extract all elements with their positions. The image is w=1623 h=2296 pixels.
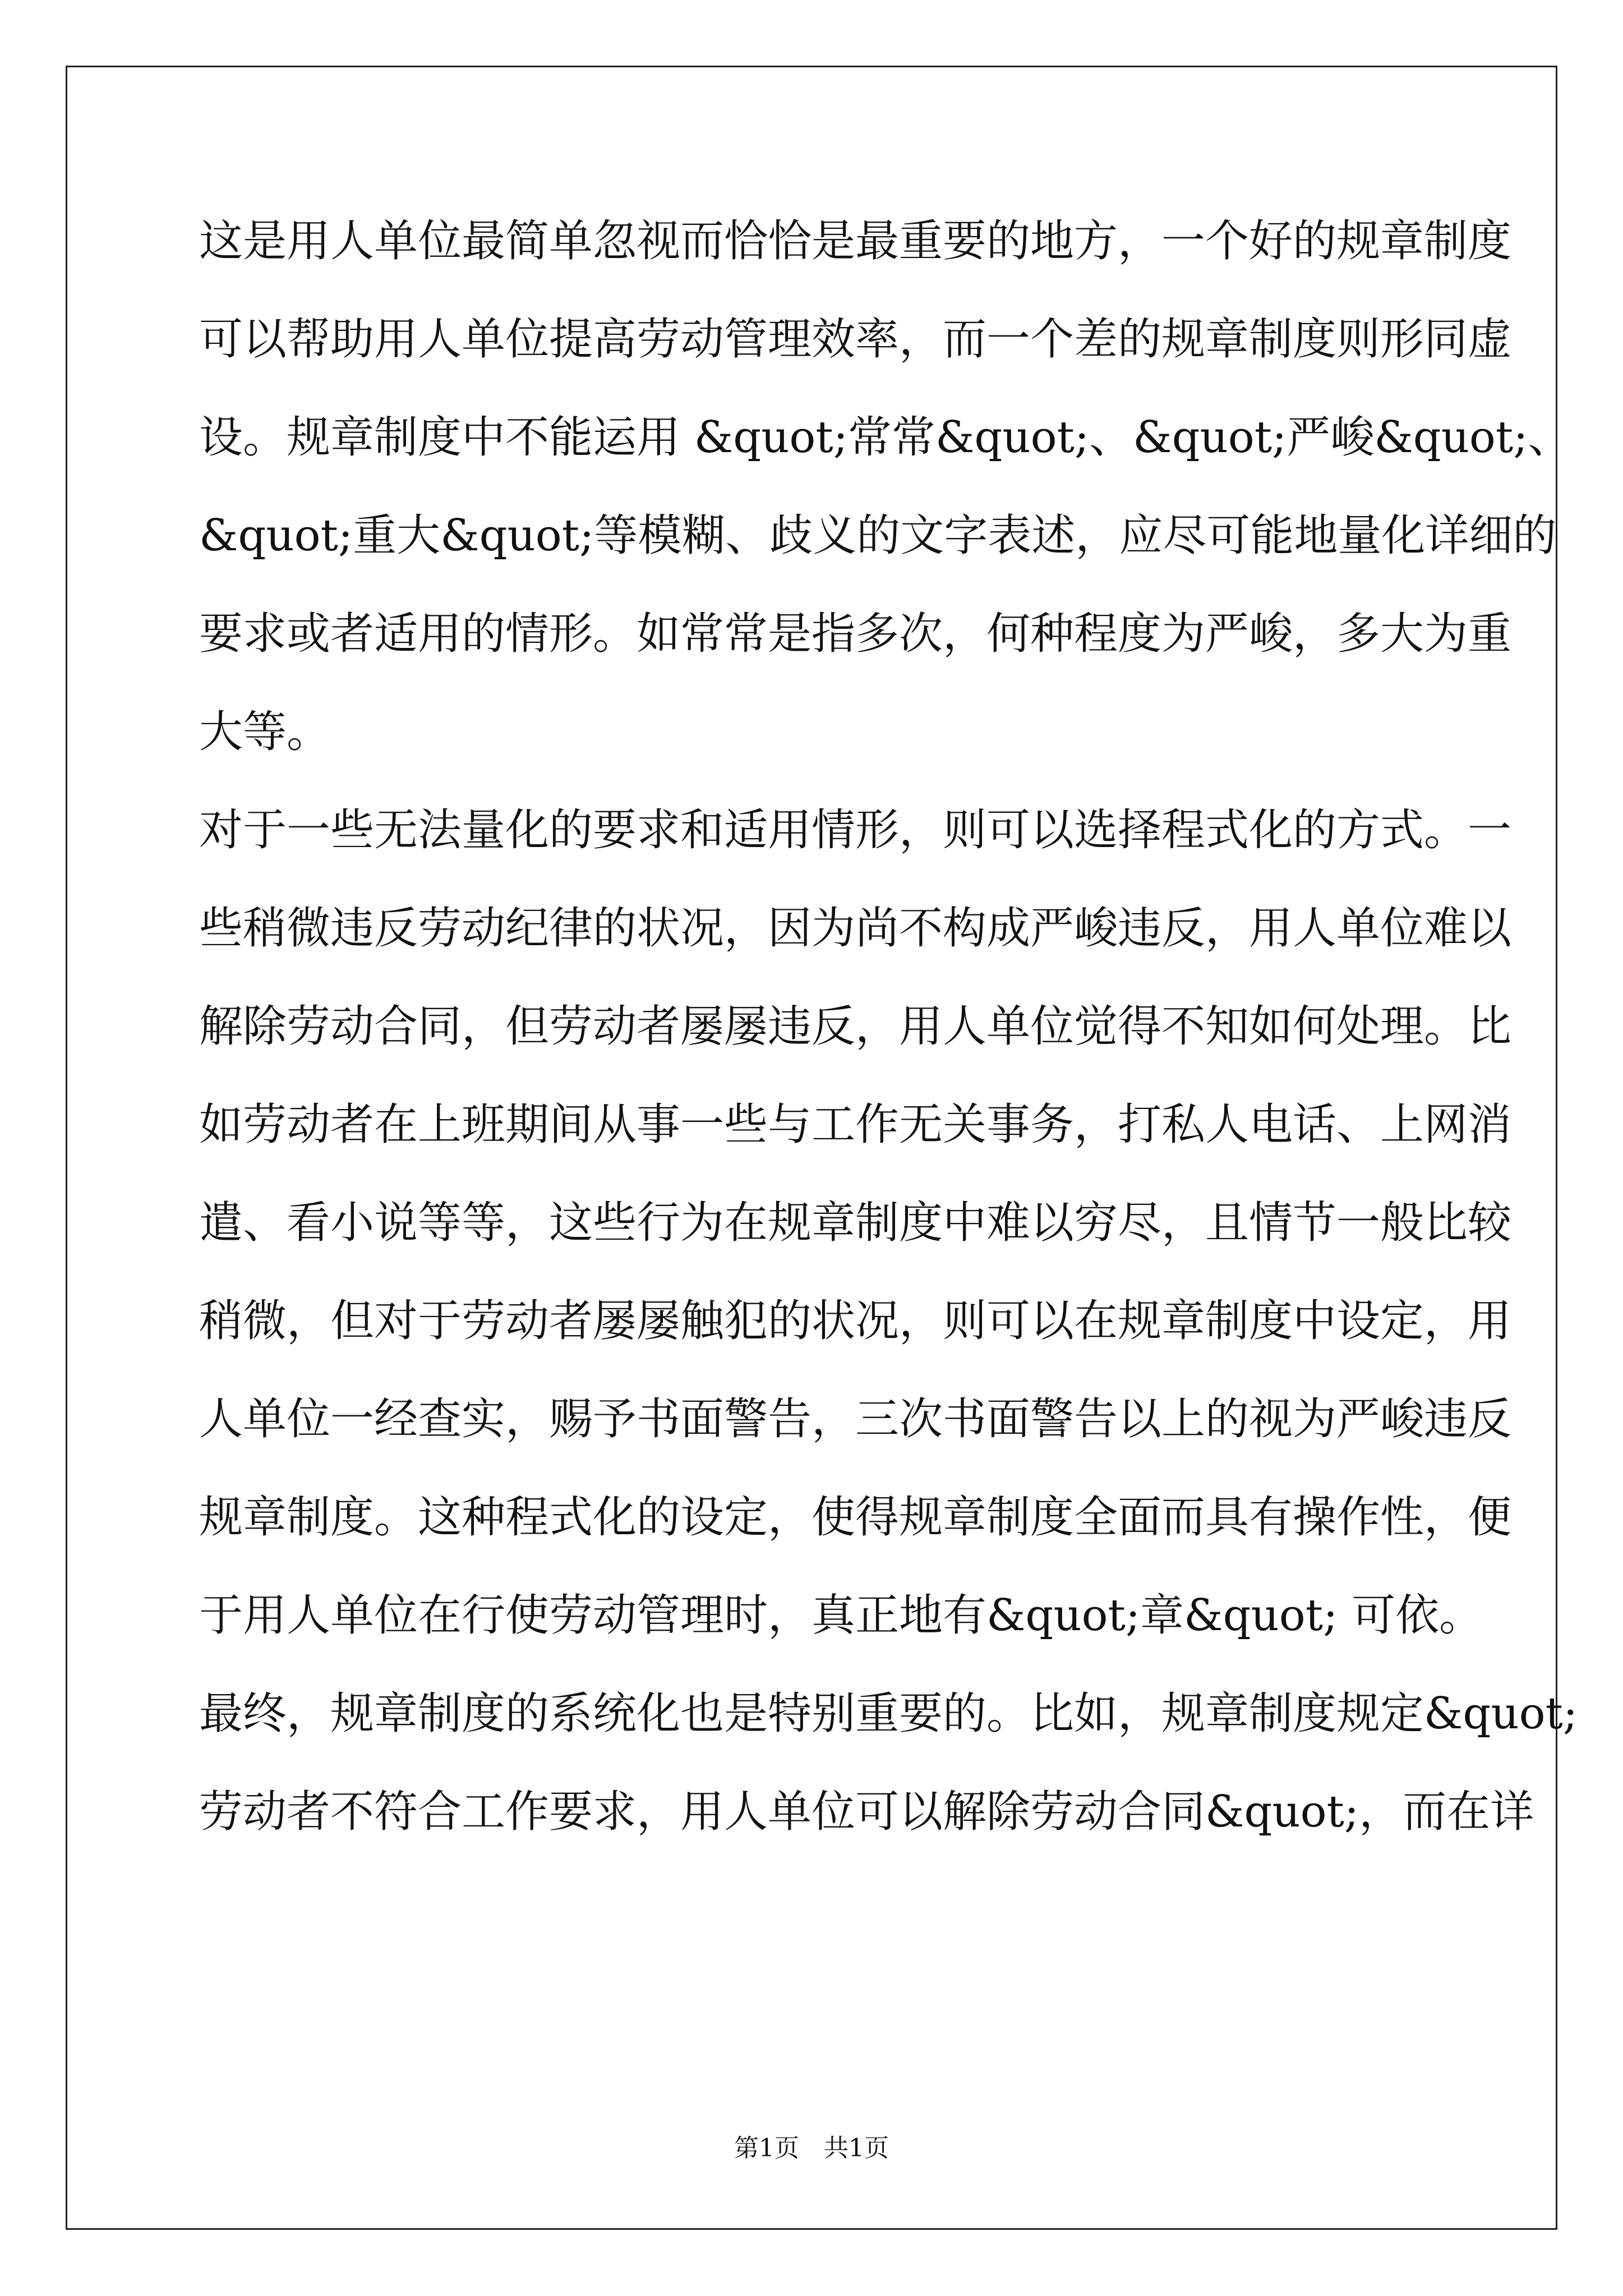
text-line: 要求或者适用的情形。如常常是指多次，何种程度为严峻，多大为重	[199, 609, 1512, 659]
text-line: 劳动者不符合工作要求，用人单位可以解除劳动合同&quot;，而在详	[199, 1787, 1534, 1837]
page-footer	[0, 2132, 1623, 2165]
text-line: 大等。	[199, 707, 331, 757]
text-line: 设。规章制度中不能运用 &quot;常常&quot;、&quot;严峻&quot;、	[199, 412, 1572, 463]
text-line: 可以帮助用人单位提高劳动管理效率，而一个差的规章制度则形同虚	[199, 314, 1512, 365]
text-line: 遣、看小说等等，这些行为在规章制度中难以穷尽，且情节一般比较	[199, 1198, 1512, 1248]
page-number-label: 第1页 共1页	[734, 2134, 889, 2162]
text-line: 规章制度。这种程式化的设定，使得规章制度全面而具有操作性，便	[199, 1492, 1512, 1543]
text-line: 对于一些无法量化的要求和适用情形，则可以选择程式化的方式。一	[199, 805, 1512, 855]
text-line: 稍微，但对于劳动者屡屡触犯的状况，则可以在规章制度中设定，用	[199, 1296, 1512, 1346]
text-line: 如劳动者在上班期间从事一些与工作无关事务，打私人电话、上网消	[199, 1099, 1512, 1150]
text-line: 些稍微违反劳动纪律的状况，因为尚不构成严峻违反，用人单位难以	[199, 903, 1512, 954]
text-line: 最终，规章制度的系统化也是特别重要的。比如，规章制度规定&quot;	[199, 1688, 1578, 1739]
text-line: 人单位一经查实，赐予书面警告，三次书面警告以上的视为严峻违反	[199, 1394, 1512, 1444]
text-line: &quot;重大&quot;等模糊、歧义的文字表述，应尽可能地量化详细的	[199, 510, 1557, 561]
text-line: 这是用人单位最简单忽视而恰恰是最重要的地方，一个好的规章制度	[199, 216, 1512, 266]
text-line: 于用人单位在行使劳动管理时，真正地有&quot;章&quot; 可依。	[199, 1590, 1483, 1641]
text-line: 解除劳动合同，但劳动者屡屡违反，用人单位觉得不知如何处理。比	[199, 1001, 1512, 1052]
